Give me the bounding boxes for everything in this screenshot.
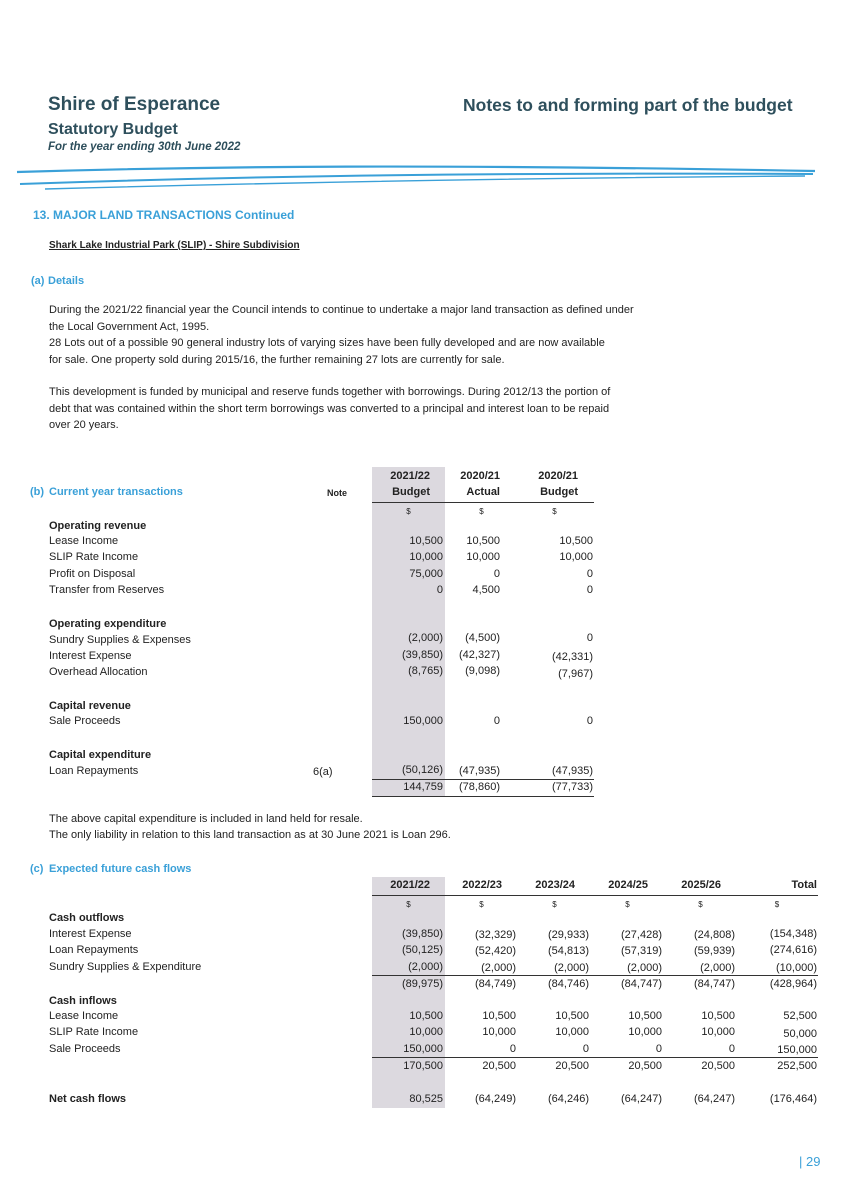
cell: 4,500 [472,584,500,596]
subtotal-cell: (84,747) [694,978,735,990]
cell: (7,967) [558,668,593,680]
net-cell: (64,246) [548,1093,589,1105]
footnote: The above capital expenditure is included in land held for resale. [49,813,363,825]
subtotal-cell: 20,500 [555,1060,589,1072]
group-heading: Cash outflows [49,912,125,924]
row-label: Interest Expense [49,928,132,940]
header-rule [372,502,594,503]
row-label: Transfer from Reserves [49,584,165,596]
cell: 150,000 [403,1043,443,1055]
details-paragraph-1 [49,302,689,368]
row-label: Profit on Disposal [49,568,136,580]
col-type-budget-2: Budget [540,486,578,498]
subtotal-rule [372,1057,818,1058]
section-title: 13. MAJOR LAND TRANSACTIONS Continued [33,208,295,222]
row-label: Sale Proceeds [49,715,121,727]
cell: (50,126) [402,764,443,776]
net-cell: (64,249) [475,1093,516,1105]
footnote: The only liability in relation to this land transaction as at 30 June 2021 is Loan 296. [49,829,451,841]
group-heading: Operating revenue [49,520,147,532]
details-title: Details [48,275,85,287]
cell: (154,348) [769,928,817,940]
unit: $ [774,900,780,909]
subtotal-cell: (428,964) [769,978,817,990]
cell: 75,000 [409,568,443,580]
row-label: Interest Expense [49,650,132,662]
cell: (2,000) [408,632,443,644]
net-cell: (64,247) [694,1093,735,1105]
cell: (27,428) [621,929,662,941]
document-subtitle: Statutory Budget [48,121,178,138]
cell: 0 [493,715,500,727]
current-title: Current year transactions [49,486,183,498]
subtotal-cell: 20,500 [628,1060,662,1072]
group-heading: Capital revenue [49,700,131,712]
cell: 10,500 [701,1010,735,1022]
details-paragraph-2 [49,384,689,434]
unit: $ [552,900,557,909]
subtotal-cell: (89,975) [402,978,443,990]
unit: $ [406,900,411,909]
unit: $ [698,900,703,909]
notes-title: Notes to and forming part of the budget [463,95,793,115]
paragraph-line: over 20 years. [49,419,119,431]
cell: (54,813) [548,945,589,957]
cell: 50,000 [783,1028,817,1040]
cell: 0 [493,568,500,580]
cell: (32,329) [475,929,516,941]
cell: 0 [436,584,443,596]
net-cell: (176,464) [769,1093,817,1105]
cell: 10,500 [466,535,500,547]
future-label: (c) [30,863,44,875]
note-ref: 6(a) [313,766,333,778]
paragraph-line: This development is funded by municipal and reserve funds together with borrowings. During 2012/13 the portion of [49,386,611,398]
cell: 10,000 [482,1026,516,1038]
subtotal-rule [372,779,594,780]
cell: 10,000 [559,551,593,563]
cell: 0 [586,632,593,644]
col-year-2020-21-actual: 2020/21 [460,470,500,482]
total-cell: (77,733) [552,781,593,793]
details-label: (a) [31,275,45,287]
cell: (2,000) [627,962,662,974]
row-label: SLIP Rate Income [49,1026,139,1038]
cell: 10,000 [555,1026,589,1038]
future-col-header: Total [791,879,817,891]
row-label: Lease Income [49,535,119,547]
cell: 10,500 [555,1010,589,1022]
cell: 0 [582,1043,589,1055]
paragraph-line: debt that was contained within the short term borrowings was converted to a principal and interest loan to be repaid [49,402,610,415]
future-col-header: 2025/26 [681,879,721,891]
paragraph-line: the Local Government Act, 1995. [49,320,210,333]
cell: (57,319) [621,945,662,957]
group-heading: Operating expenditure [49,618,167,630]
cell: (9,098) [465,665,500,677]
cell: (2,000) [700,962,735,974]
col-type-budget: Budget [392,486,430,498]
subtotal-cell: 20,500 [482,1060,516,1072]
cell: 150,000 [403,715,443,727]
paragraph-line: During the 2021/22 financial year the Council intends to continue to undertake a major land transaction as defined under [49,304,634,316]
cell: 10,000 [409,551,443,563]
cell: (2,000) [408,961,443,973]
total-cell: 144,759 [403,781,443,793]
cell: 10,500 [559,535,593,547]
cell: 0 [586,584,593,596]
total-cell: (78,860) [459,781,500,793]
subtotal-cell: 20,500 [701,1060,735,1072]
cell: 10,000 [701,1026,735,1038]
row-label: SLIP Rate Income [49,551,139,563]
net-cash-flows-label: Net cash flows [49,1093,127,1105]
cell: (2,000) [554,962,589,974]
row-label: Sundry Supplies & Expenses [49,634,191,646]
cell: (10,000) [776,962,817,974]
future-col-header: 2022/23 [462,879,502,891]
cell: (47,935) [552,765,593,777]
cell: 10,000 [628,1026,662,1038]
col-year-2021-22: 2021/22 [390,470,430,482]
future-title: Expected future cash flows [49,863,192,875]
cell: (2,000) [481,962,516,974]
row-label: Lease Income [49,1010,119,1022]
unit: $ [625,900,630,909]
cell: 150,000 [777,1044,817,1056]
row-label: Overhead Allocation [49,666,148,678]
cell: 10,500 [409,535,443,547]
col-year-2020-21-budget: 2020/21 [538,470,578,482]
section-subheading: Shark Lake Industrial Park (SLIP) - Shire Subdivision [49,240,300,251]
cell: (42,327) [459,649,500,661]
unit: $ [406,507,411,516]
cell: 0 [655,1043,662,1055]
net-cell: (64,247) [621,1093,662,1105]
col-type-actual: Actual [466,486,500,498]
subtotal-cell: (84,747) [621,978,662,990]
cell: 52,500 [783,1010,817,1022]
cell: (24,808) [694,929,735,941]
total-rule [372,796,594,797]
cell: (39,850) [402,649,443,661]
subtotal-rule [372,975,818,976]
row-label: Sundry Supplies & Expenditure [49,961,202,973]
subtotal-cell: 252,500 [777,1060,817,1072]
cell: 10,500 [482,1010,516,1022]
row-label: Loan Repayments [49,765,139,777]
future-col-header: 2024/25 [608,879,648,891]
cell: 10,500 [628,1010,662,1022]
unit: $ [552,507,557,516]
net-cell: 80,525 [409,1093,443,1105]
cell: (47,935) [459,765,500,777]
cell: 0 [586,715,593,727]
paragraph-line: for sale. One property sold during 2015/16, the further remaining 27 lots are currently for sale. [49,353,505,366]
header-wave-decoration [15,158,820,194]
cell: (42,331) [552,651,593,663]
unit: $ [479,507,484,516]
future-col-header: 2021/22 [390,879,430,891]
unit: $ [479,900,484,909]
cell: 10,000 [409,1026,443,1038]
future-budget-column-highlight [372,877,445,1108]
cell: 10,500 [409,1010,443,1022]
cell: 0 [728,1043,735,1055]
cell: (8,765) [408,665,443,677]
cell: 0 [509,1043,516,1055]
cell: (59,939) [694,945,735,957]
cell: (39,850) [402,928,443,940]
subtotal-cell: (84,746) [548,978,589,990]
future-header-rule [372,895,818,896]
financial-year: For the year ending 30th June 2022 [48,141,241,153]
cell: 10,000 [466,551,500,563]
current-label: (b) [30,486,45,498]
subtotal-cell: 170,500 [403,1060,443,1072]
group-heading: Capital expenditure [49,749,152,761]
note-header: Note [327,488,347,498]
cell: (274,616) [769,944,817,956]
cell: (4,500) [465,632,500,644]
cell: (50,125) [402,944,443,956]
organisation-name: Shire of Esperance [48,94,221,115]
cell: 0 [586,568,593,580]
future-col-header: 2023/24 [535,879,575,891]
cell: (52,420) [475,945,516,957]
group-heading: Cash inflows [49,995,117,1007]
row-label: Loan Repayments [49,944,139,956]
page-number: | 29 [799,1154,821,1169]
subtotal-cell: (84,749) [475,978,516,990]
paragraph-line: 28 Lots out of a possible 90 general industry lots of varying sizes have been fully developed and are now available [49,337,605,349]
row-label: Sale Proceeds [49,1043,121,1055]
cell: (29,933) [548,929,589,941]
